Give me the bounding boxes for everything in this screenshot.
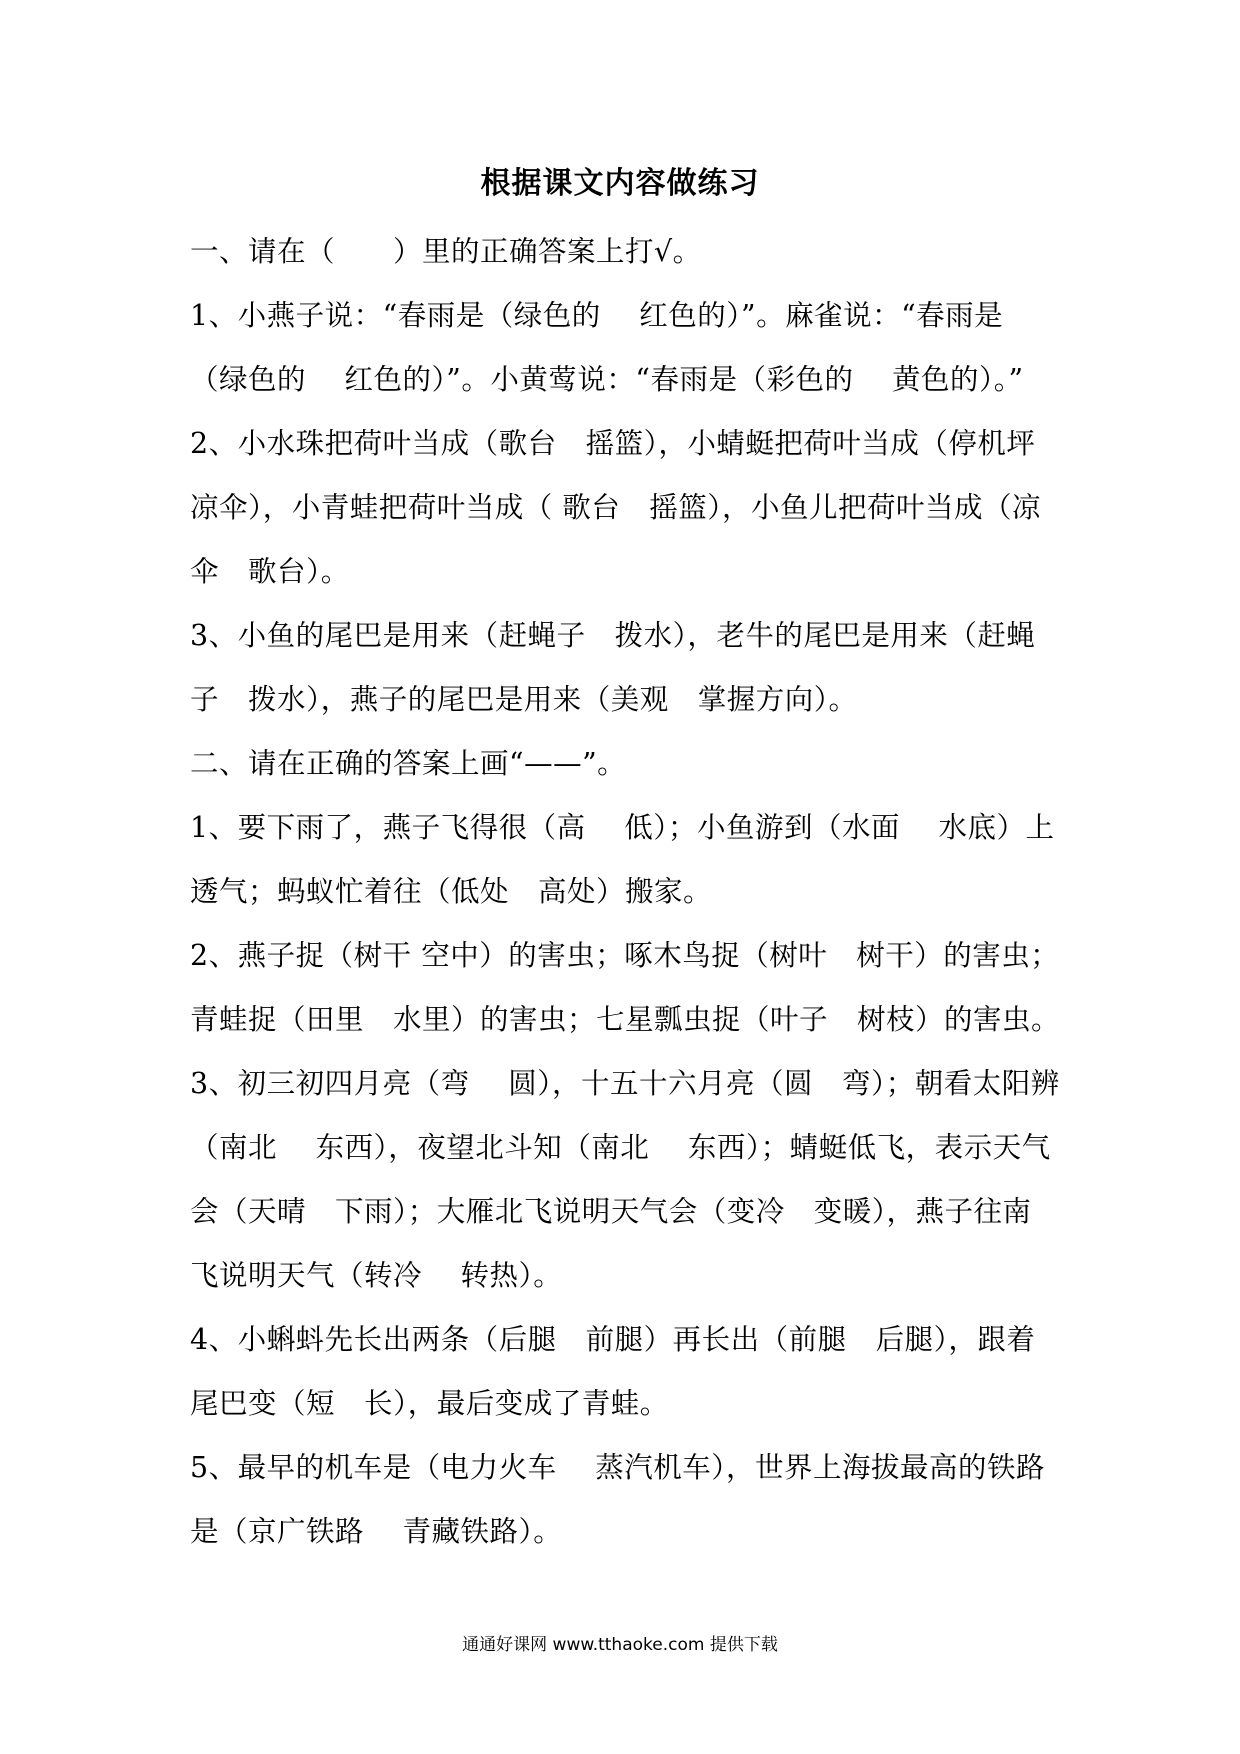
- question-2-4: 4、小蝌蚪先长出两条（后腿 前腿）再长出（前腿 后腿），跟着尾巴变（短 长），最后变成了青蛙。: [190, 1323, 1036, 1420]
- question-2-3: 3、初三初四月亮（弯 圆），十五十六月亮（圆 弯）；朝看太阳辨（南北 东西），夜望北斗知（南北 东西）；蜻蜓低飞，表示天气会（天晴 下雨）；大雁北飞说明天气会（变冷 变暖），燕子往南飞说明天气（转冷 转热）。: [190, 1067, 1060, 1292]
- section-2-heading: 二、请在正确的答案上画“——”。: [190, 747, 627, 780]
- question-1-3: 3、小鱼的尾巴是用来（赶蝇子 拨水），老牛的尾巴是用来（赶蝇子 拨水），燕子的尾巴是用来（美观 掌握方向）。: [190, 619, 1036, 716]
- question-2-2: 2、燕子捉（树干 空中）的害虫；啄木鸟捉（树叶 树干）的害虫；青蛙捉（田里 水里）的害虫；七星瓢虫捉（叶子 树枝）的害虫。: [190, 939, 1061, 1036]
- question-2-1: 1、要下雨了，燕子飞得很（高 低）；小鱼游到（水面 水底）上透气；蚂蚁忙着往（低处 高处）搬家。: [190, 811, 1055, 908]
- question-1-1: 1、小燕子说：“春雨是（绿色的 红色的）”。麻雀说：“春雨是（绿色的 红色的）”。小黄莺说：“春雨是（彩色的 黄色的）。”: [190, 299, 1024, 396]
- question-2-5: 5、最早的机车是（电力火车 蒸汽机车），世界上海拔最高的铁路是（京广铁路 青藏铁路）。: [190, 1451, 1045, 1548]
- page-title: 根据课文内容做练习: [480, 166, 760, 201]
- question-1-2: 2、小水珠把荷叶当成（歌台 摇篮），小蜻蜓把荷叶当成（停机坪 凉伞），小青蛙把荷叶当成（ 歌台 摇篮），小鱼儿把荷叶当成（凉伞 歌台）。: [190, 427, 1042, 588]
- exercise-content: [190, 220, 1060, 1564]
- section-1-heading: 一、请在（ ）里的正确答案上打√。: [190, 235, 702, 268]
- page-footer: 通通好课网 www.tthaoke.com 提供下载: [462, 1635, 778, 1655]
